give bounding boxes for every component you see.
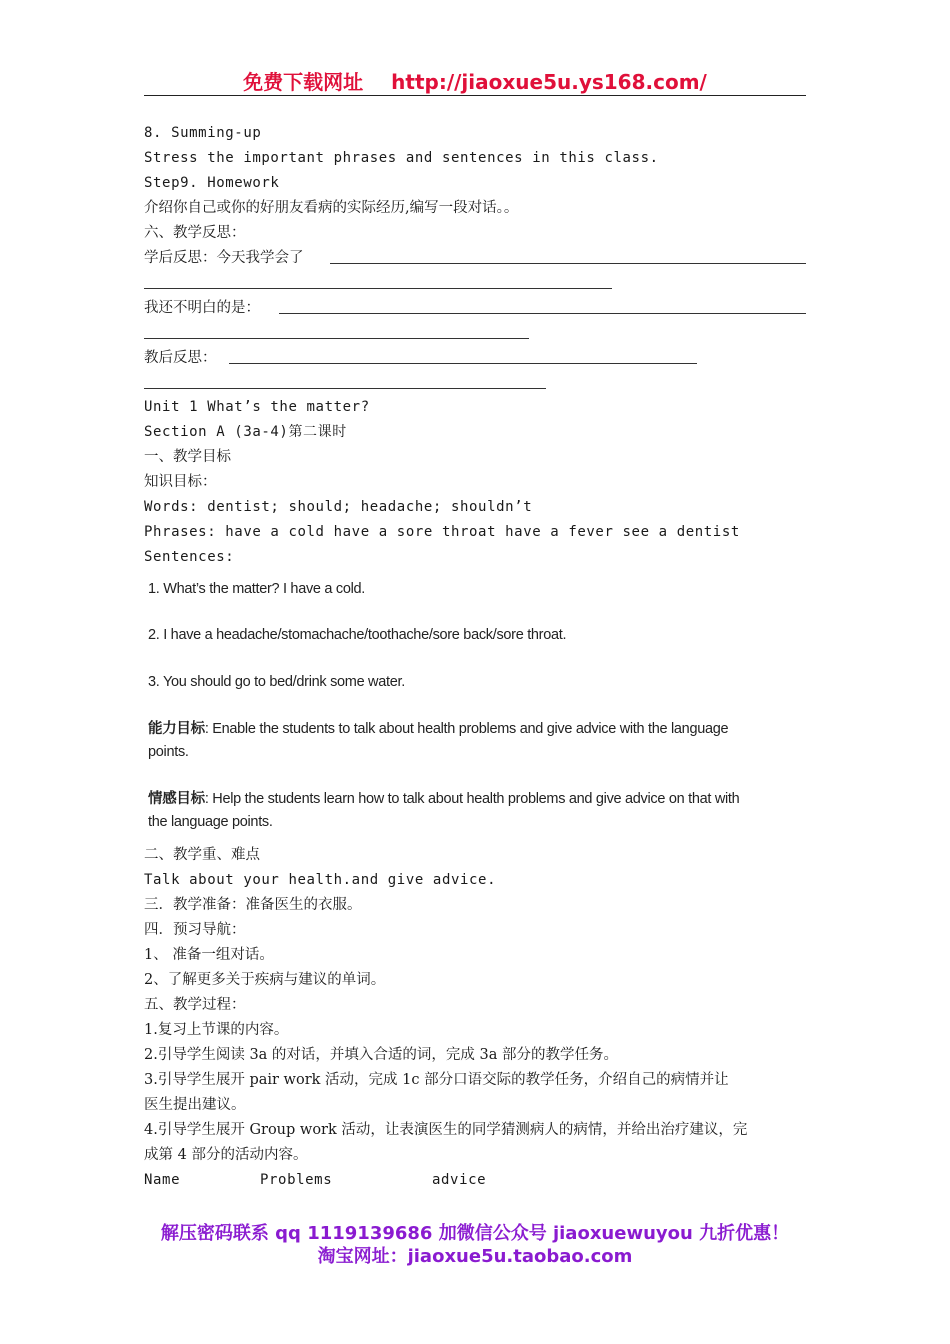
focus-text: Talk about your health.and give advice. — [144, 872, 497, 888]
unit-title: Unit 1 What’s the matter? — [144, 399, 370, 415]
teacher-reflection-prompt: 教后反思： — [144, 350, 217, 366]
emotion-objective — [148, 790, 739, 808]
sentence-2: 2. I have a headache/stomachache/toothache/sore back/sore throat. — [148, 627, 567, 643]
process-step-1: 1.复习上节课的内容。 — [144, 1022, 289, 1038]
sentences-heading: Sentences: — [144, 549, 235, 565]
objectives-heading: 一、教学目标 — [144, 449, 231, 465]
teacher-blank-1[interactable] — [229, 363, 697, 364]
unclear-blank-2[interactable] — [144, 338, 529, 339]
focus-heading: 二、教学重、难点 — [144, 847, 260, 863]
sentence-3: 3. You should go to bed/drink some water. — [148, 674, 405, 690]
knowledge-heading: 知识目标： — [144, 474, 217, 490]
section-title: Section A (3a-4)第二课时 — [144, 424, 347, 440]
words-line: Words: dentist; should; headache; shouldn’t — [144, 499, 533, 515]
preview-heading: 四．预习导航： — [144, 922, 246, 938]
emotion-text: : Help the students learn how to talk about health problems and give advice on that with — [204, 791, 740, 807]
table-header-name: Name — [144, 1172, 181, 1188]
process-step-3-cont: 医生提出建议。 — [144, 1097, 246, 1113]
emotion-objective-cont: the language points. — [148, 814, 273, 830]
teacher-blank-2[interactable] — [144, 388, 546, 389]
learned-blank-2[interactable] — [144, 288, 612, 289]
ability-objective-cont: points. — [148, 744, 189, 760]
process-step-2: 2.引导学生阅读 3a 的对话，并填入合适的词，完成 3a 部分的教学任务。 — [144, 1047, 619, 1063]
summing-up-heading: 8. Summing-up — [144, 125, 262, 141]
learned-prompt: 学后反思：今天我学会了 — [144, 250, 304, 266]
summing-up-text: Stress the important phrases and sentences in this class. — [144, 150, 659, 166]
phrases-line: Phrases: have a cold have a sore throat have a fever see a dentist — [144, 524, 740, 540]
footer-shop-url[interactable]: 淘宝网址：jiaoxue5u.taobao.com — [317, 1246, 633, 1267]
footer-contact: 解压密码联系 qq 1119139686 加微信公众号 jiaoxuewuyou 九折优惠！ — [160, 1223, 790, 1244]
header-label: 免费下载网址 — [243, 70, 364, 94]
process-step-4-cont: 成第 4 部分的活动内容。 — [144, 1147, 308, 1163]
sentence-1: 1. What’s the matter? I have a cold. — [148, 581, 366, 597]
page-header — [0, 66, 950, 95]
header-rule — [144, 95, 806, 96]
homework-heading: Step9. Homework — [144, 175, 280, 191]
header-url[interactable]: http://jiaoxue5u.ys168.com/ — [391, 70, 707, 94]
unclear-blank-1[interactable] — [279, 313, 806, 314]
homework-text: 介绍你自己或你的好朋友看病的实际经历,编写一段对话。。 — [144, 200, 519, 216]
preview-item-1: 1、 准备一组对话。 — [144, 947, 274, 963]
unclear-prompt: 我还不明白的是： — [144, 300, 260, 316]
emotion-label: 情感目标 — [148, 791, 205, 807]
learned-blank-1[interactable] — [330, 263, 806, 264]
ability-text: : Enable the students to talk about health problems and give advice with the language — [204, 721, 729, 737]
preview-item-2: 2、了解更多关于疾病与建议的单词。 — [144, 972, 386, 988]
reflection-heading: 六、教学反思： — [144, 225, 246, 241]
table-header-problems: Problems — [260, 1172, 333, 1188]
process-heading: 五、教学过程： — [144, 997, 246, 1013]
preparation-line: 三．教学准备：准备医生的衣服。 — [144, 897, 362, 913]
ability-label: 能力目标 — [148, 721, 205, 737]
process-step-4: 4.引导学生展开 Group work 活动，让表演医生的同学猜测病人的病情，并给出治疗建议，完 — [144, 1122, 748, 1138]
table-header-advice: advice — [432, 1172, 487, 1188]
ability-objective — [148, 720, 728, 738]
process-step-3: 3.引导学生展开 pair work 活动，完成 1c 部分口语交际的教学任务，介绍自己的病情并让 — [144, 1072, 729, 1088]
